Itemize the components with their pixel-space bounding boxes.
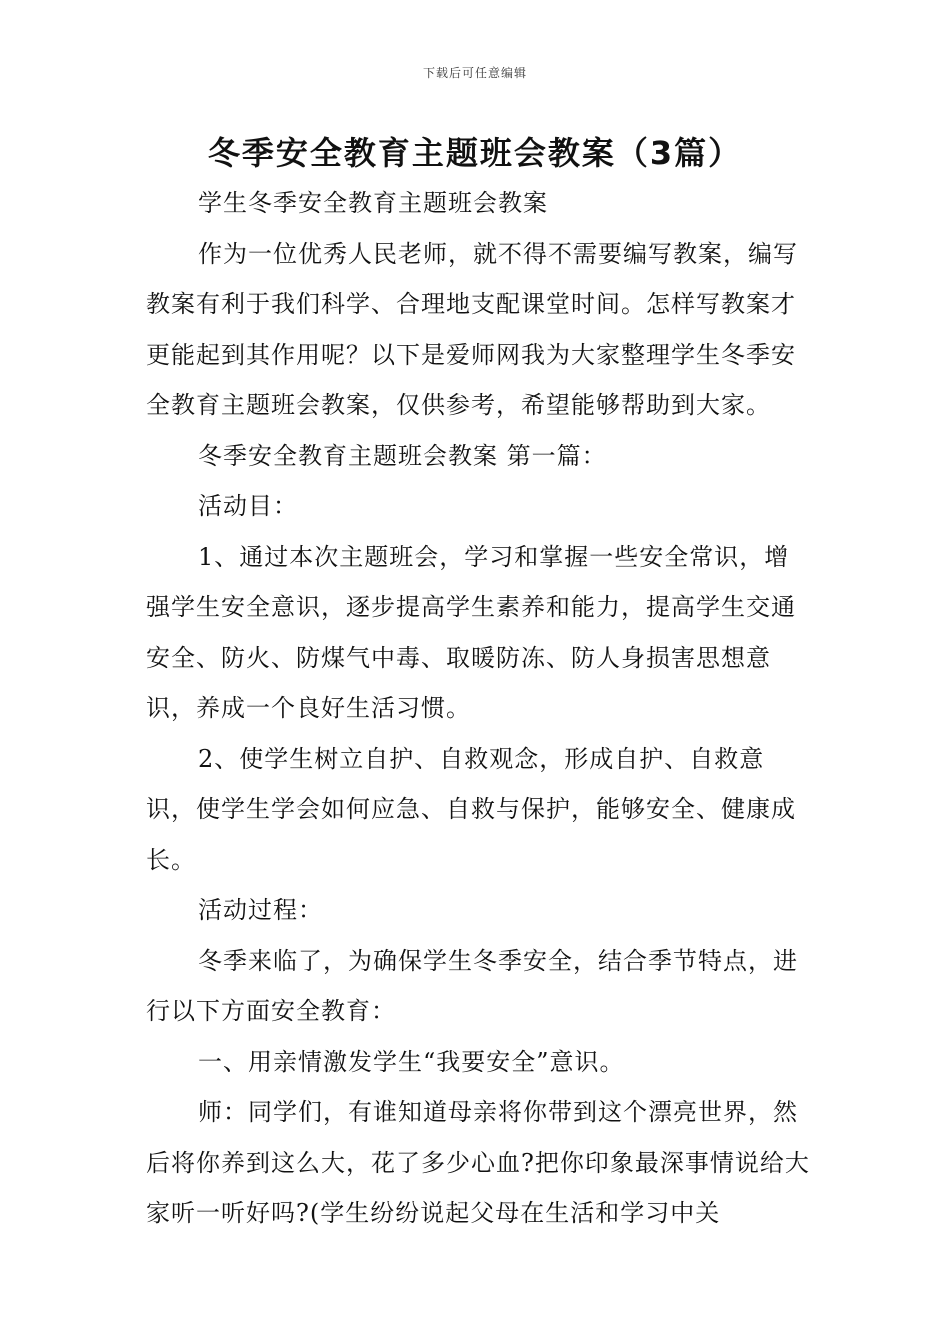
objective-heading: 活动目：	[198, 492, 298, 520]
objective-item-1: 1、通过本次主题班会，学习和掌握一些安全常识，增强学生安全意识，逐步提高学生素养和能力，提高学生交通安全、防火、防煤气中毒、取暖防冻、防人身损害思想意识，养成一个良好生活习惯。	[146, 542, 796, 722]
intro-paragraph: 作为一位优秀人民老师，就不得不需要编写教案，编写教案有利于我们科学、合理地支配课堂时间。怎样写教案才更能起到其作用呢？以下是爱师网我为大家整理学生冬季安全教育主题班会教案，仅供参考，希望能够帮助到大家。	[146, 239, 798, 419]
process-heading: 活动过程：	[198, 896, 323, 924]
process-step-1: 一、用亲情激发学生“我要安全”意识。	[198, 1047, 625, 1076]
header-note: 下载后可任意编辑	[422, 66, 527, 80]
section-heading: 冬季安全教育主题班会教案 第一篇：	[198, 441, 607, 470]
objective-item-2: 2、使学生树立自护、自救观念，形成自护、自救意识，使学生学会如何应急、自救与保护，能够安全、健康成长。	[146, 744, 796, 874]
document-body	[146, 178, 810, 1239]
subtitle-paragraph: 学生冬季安全教育主题班会教案	[198, 189, 548, 217]
document-title: 冬季安全教育主题班会教案（3篇）	[207, 134, 743, 172]
teacher-paragraph: 师：同学们，有谁知道母亲将你带到这个漂亮世界，然后将你养到这么大，花了多少心血?把你印象最深事情说给大家听一听好吗?(学生纷纷说起父母在生活和学习中关	[146, 1098, 810, 1227]
process-intro: 冬季来临了，为确保学生冬季安全，结合季节特点，进行以下方面安全教育：	[146, 946, 798, 1025]
